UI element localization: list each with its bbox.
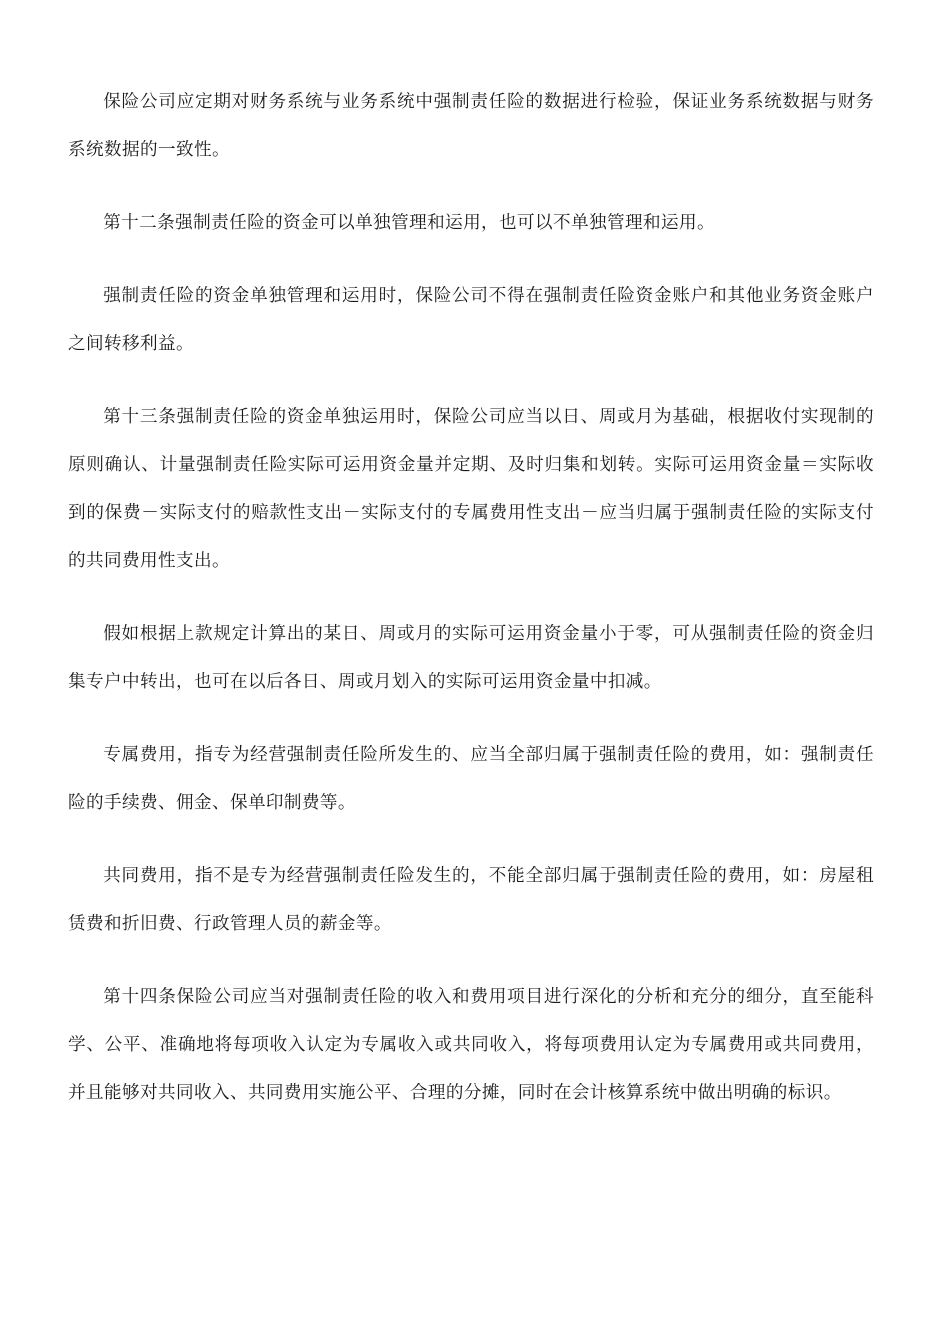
paragraph-data-consistency: 保险公司应定期对财务系统与业务系统中强制责任险的数据进行检验，保证业务系统数据与财务系统数据的一致性。 (68, 92, 874, 160)
paragraph-article-14: 第十四条保险公司应当对强制责任险的收入和费用项目进行深化的分析和充分的细分，直至能科学、公平、准确地将每项收入认定为专属收入或共同收入，将每项费用认定为专属费用或共同费用，并且能够对共同收入、共同费用实施公平、合理的分摊，同时在会计核算系统中做出明确的标识。 (68, 987, 874, 1103)
document-body (68, 78, 874, 1142)
paragraph-dedicated-expenses: 专属费用，指专为经营强制责任险所发生的、应当全部归属于强制责任险的费用，如：强制责任险的手续费、佣金、保单印制费等。 (68, 745, 874, 813)
paragraph-article-13: 第十三条强制责任险的资金单独运用时，保险公司应当以日、周或月为基础，根据收付实现制的原则确认、计量强制责任险实际可运用资金量并定期、及时归集和划转。实际可运用资金量＝实际收到的保费－实际支付的赔款性支出－实际支付的专属费用性支出－应当归属于强制责任险的实际支付的共同费用性支出。 (68, 407, 874, 571)
paragraph-common-expenses: 共同费用，指不是专为经营强制责任险发生的，不能全部归属于强制责任险的费用，如：房屋租赁费和折旧费、行政管理人员的薪金等。 (68, 866, 874, 934)
paragraph-negative-funds: 假如根据上款规定计算出的某日、周或月的实际可运用资金量小于零，可从强制责任险的资金归集专户中转出，也可在以后各日、周或月划入的实际可运用资金量中扣减。 (68, 624, 874, 692)
paragraph-article-12: 第十二条强制责任险的资金可以单独管理和运用，也可以不单独管理和运用。 (103, 213, 715, 233)
paragraph-separate-management: 强制责任险的资金单独管理和运用时，保险公司不得在强制责任险资金账户和其他业务资金账户之间转移利益。 (68, 286, 874, 354)
